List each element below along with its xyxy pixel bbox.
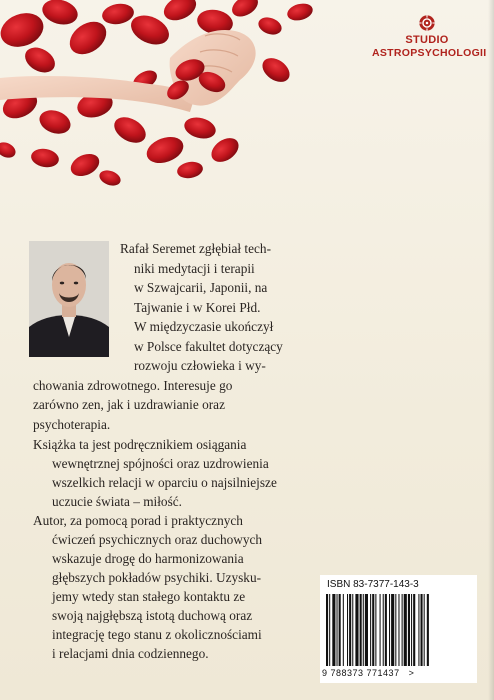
barcode-bar — [329, 594, 330, 666]
barcode-bar — [411, 594, 412, 666]
barcode-image — [326, 594, 466, 670]
description-line: wskazuje drogę do harmonizowania — [52, 551, 244, 566]
publisher-name-line1: STUDIO — [405, 34, 449, 46]
barcode-bar — [343, 594, 344, 666]
barcode-bar — [427, 594, 429, 666]
bio-line: Rafał Seremet zgłębiał tech- — [120, 241, 271, 256]
bio-line: chowania zdrowotnego. Interesuje go — [33, 377, 233, 393]
barcode-bar — [389, 594, 390, 666]
barcode-bar — [326, 594, 328, 666]
description-line: Autor, za pomocą porad i praktycznych — [33, 513, 243, 528]
bio-line: Tajwanie i w Korei Płd. — [134, 299, 261, 315]
bio-line: zarówno zen, jak i uzdrawianie oraz — [33, 397, 225, 412]
author-portrait — [29, 241, 109, 357]
bio-line: W międzyczasie ukończył — [134, 319, 274, 334]
edge-shadow — [488, 0, 494, 700]
isbn-number: ISBN 83-7377-143-3 — [327, 579, 419, 590]
barcode-bar — [360, 594, 362, 666]
barcode-digits — [322, 668, 414, 678]
bio-line: w Szwajcarii, Japonii, na — [134, 280, 268, 295]
description-line: Książka ta jest podręcznikiem osiągania — [33, 437, 247, 452]
barcode-bar — [370, 594, 371, 666]
barcode-bar — [355, 594, 358, 666]
barcode-bar — [404, 594, 407, 666]
barcode-bar — [408, 594, 410, 666]
barcode-bar — [337, 594, 338, 666]
bio-line: psychoterapia. — [33, 416, 111, 432]
barcode-bar — [375, 594, 376, 666]
description-line: i relacjami dnia codziennego. — [52, 646, 209, 661]
barcode-bar — [349, 594, 351, 666]
barcode-bar — [372, 594, 374, 666]
barcode-bar — [339, 594, 341, 666]
barcode-bar — [424, 594, 425, 666]
barcode-bar — [383, 594, 384, 666]
bio-line: rozwoju człowieka i wy- — [134, 358, 266, 373]
astrology-sun-icon — [418, 14, 436, 32]
description-line: wewnętrznej spójności oraz uzdrowienia — [52, 456, 269, 471]
description-line: integrację tego stanu z okolicznościami — [52, 627, 262, 642]
barcode-digits-text: 9 788373 771437 — [322, 668, 400, 678]
rose-petals-hand-image — [0, 0, 330, 200]
publisher-logo — [372, 14, 487, 60]
description-line: swoją najgłębszą istotą duchową oraz — [52, 608, 253, 623]
barcode-bar — [352, 594, 353, 666]
description-line: wszelkich relacji w oparciu o najsilniejsze — [52, 475, 277, 490]
bio-line: niki medytacji i terapii — [134, 260, 255, 276]
barcode-bar — [391, 594, 394, 666]
barcode-bar — [395, 594, 396, 666]
description-line: ćwiczeń psychicznych oraz duchowych — [52, 532, 263, 547]
barcode-bar — [332, 594, 335, 666]
barcode-bar — [398, 594, 399, 666]
description-line: jemy wtedy stan stałego kontaktu ze — [52, 589, 246, 604]
description-line: głębszych pokładów psychiki. Uzysku- — [52, 570, 262, 585]
barcode-bar — [418, 594, 419, 666]
barcode-bar — [421, 594, 423, 666]
author-photo — [29, 241, 109, 357]
barcode-suffix: > — [408, 668, 415, 678]
bio-line: w Polsce fakultet dotyczący — [134, 338, 283, 354]
publisher-name-line2: ASTROPSYCHOLOGII — [372, 47, 487, 59]
description-line: uczucie świata – miłość. — [52, 494, 182, 509]
barcode-bar — [402, 594, 403, 666]
barcode-bar — [365, 594, 368, 666]
barcode-bar — [347, 594, 348, 666]
barcode-bar — [413, 594, 415, 666]
barcode-bar — [385, 594, 387, 666]
barcode-bar — [380, 594, 381, 666]
barcode-bar — [363, 594, 364, 666]
